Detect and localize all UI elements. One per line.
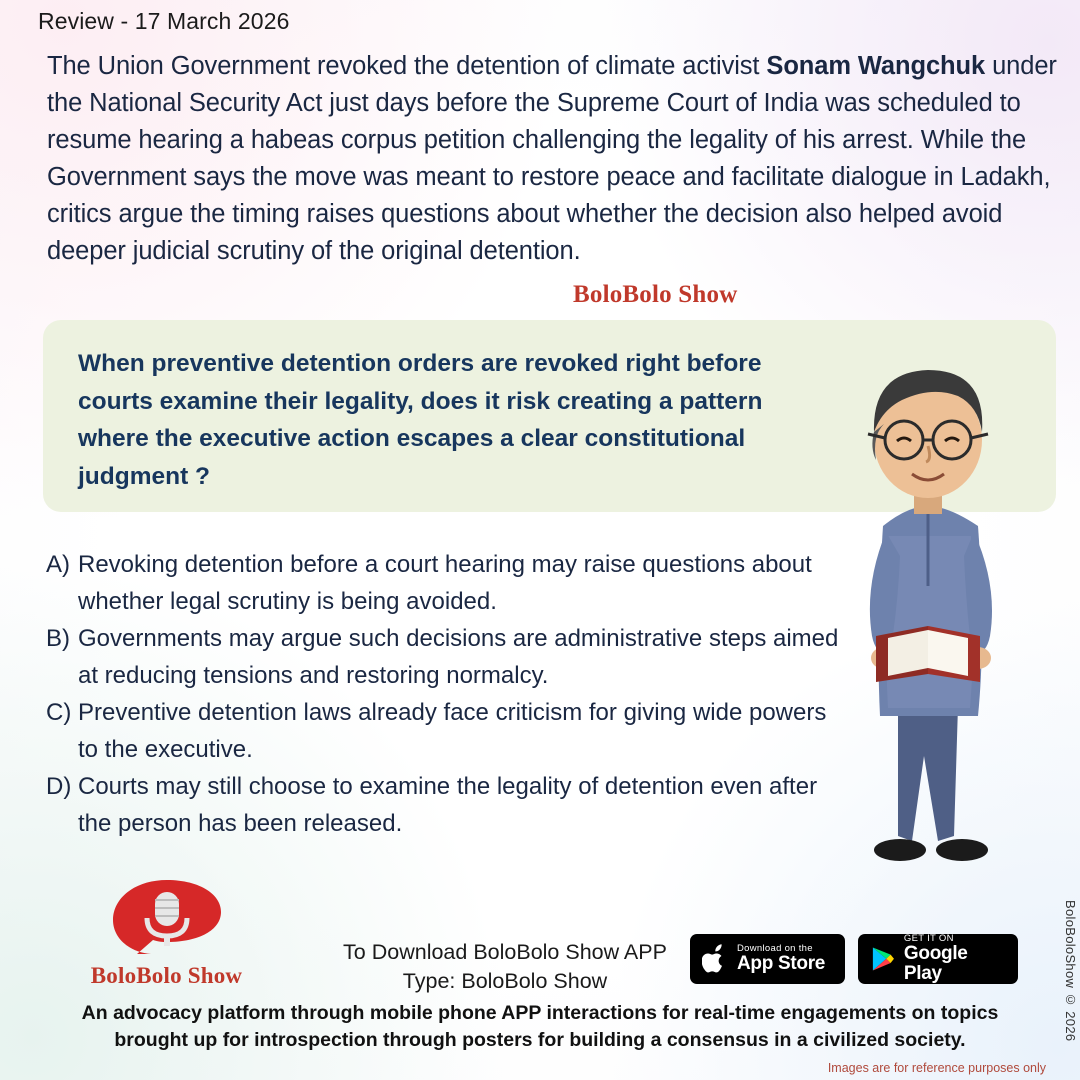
option-label: A)	[46, 551, 70, 578]
watermark-brand-text: BoloBolo Show	[573, 281, 738, 308]
app-store-big-text: App Store	[737, 953, 826, 975]
footer-tagline	[26, 1000, 1054, 1053]
google-play-icon	[870, 945, 895, 973]
intro-text-part1: The Union Government revoked the detention of climate activist	[47, 52, 767, 80]
option-label: C)	[46, 699, 72, 726]
google-play-big-text: Google Play	[903, 943, 968, 984]
option-text: Preventive detention laws already face criticism for giving wide powers to the executive.	[78, 699, 827, 763]
option-text: Governments may argue such decisions are administrative steps aimed at reducing tensions and restoring normalcy.	[78, 625, 839, 689]
option-text: Revoking detention before a court hearing may raise questions about whether legal scrutiny is being avoided.	[78, 551, 812, 615]
google-play-small-text: GET IT ON	[903, 933, 954, 945]
brand-logo-text: BoloBolo Show	[90, 963, 243, 988]
app-store-small-text: Download on the	[737, 943, 813, 955]
brand-logo	[84, 878, 249, 989]
copyright-sidebar: BoloBoloShow © 2026	[1063, 900, 1078, 1042]
option-text: Courts may still choose to examine the legality of detention even after the person has been released.	[78, 773, 818, 837]
intro-paragraph	[47, 48, 1059, 270]
speaker-illustration	[828, 336, 1060, 904]
reference-note: Images are for reference purposes only	[827, 1061, 1046, 1075]
app-store-badge[interactable]	[690, 934, 845, 984]
download-line-2: Type: BoloBolo Show	[402, 969, 608, 993]
options-list	[46, 547, 846, 843]
tagline-line-1: An advocacy platform through mobile phone APP interactions for real-time engagements on topics	[81, 1002, 999, 1024]
list-item	[46, 769, 846, 842]
microphone-speech-bubble-icon	[107, 878, 227, 956]
list-item	[46, 547, 846, 620]
download-instructions	[320, 938, 690, 996]
option-label: B)	[46, 625, 70, 652]
intro-text-part2: under the National Security Act just days before the Supreme Court of India was scheduled to resume hearing a habeas corpus petition challenging the legality of his arrest. While the Government says the move was meant to restore peace and facilitate dialogue in Ladakh, critics argue the timing raises questions about whether the decision also helped avoid deeper judicial scrutiny of the original detention.	[47, 52, 1057, 265]
google-play-badge[interactable]	[858, 934, 1018, 984]
download-line-1: To Download BoloBolo Show APP	[343, 940, 667, 964]
option-label: D)	[46, 773, 72, 800]
review-date-label: Review - 17 March 2026	[38, 8, 290, 34]
list-item	[46, 621, 846, 694]
question-text: When preventive detention orders are revoked right before courts examine their legality, does it risk creating a pattern where the executive action escapes a clear constitutional judgment ?	[78, 350, 763, 490]
intro-highlight-name: Sonam Wangchuk	[766, 52, 986, 80]
tagline-line-2: brought up for introspection through posters for building a consensus in a civilized society.	[114, 1028, 966, 1051]
apple-icon	[702, 944, 728, 974]
list-item	[46, 695, 846, 768]
